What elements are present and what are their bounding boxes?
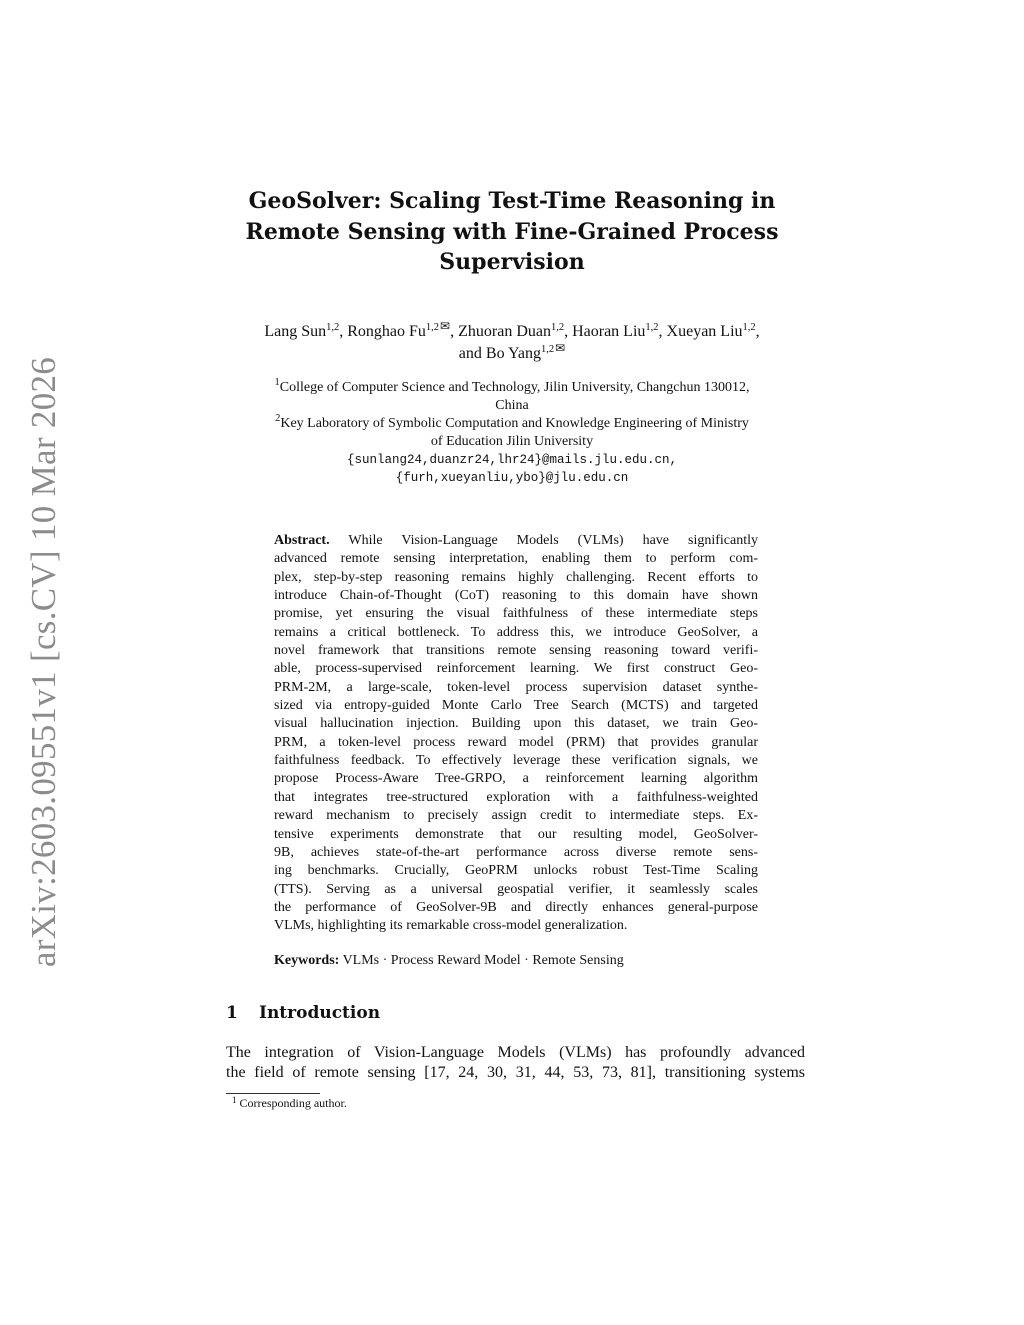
abstract-line: faithfulness feedback. To effectively leverage these verification signals, we	[274, 753, 758, 769]
author-conjunction: and	[458, 345, 482, 362]
section-title: Introduction	[259, 1003, 381, 1023]
abstract-label: Abstract.	[274, 533, 330, 548]
footnote-rule	[226, 1093, 320, 1094]
author-affil-sup: 1,2	[326, 322, 340, 333]
abstract-line: 9B, achieves state-of-the-art performance across diverse remote sens-	[274, 844, 758, 860]
abstract-line: promise, yet ensuring the visual faithfulness of these intermediate steps	[274, 606, 758, 622]
author-name: Haoran Liu	[572, 323, 646, 340]
keywords	[274, 953, 624, 969]
body-line: the field of remote sensing [17, 24, 30, 31, 44, 53, 73, 81], transitioning systems	[226, 1064, 805, 1081]
author-name: Xueyan Liu	[666, 323, 743, 340]
abstract-line: (TTS). Serving as a universal geospatial verifier, it seamlessly scales	[274, 881, 758, 897]
affiliation-number: 1	[274, 377, 280, 388]
affiliations	[0, 379, 1024, 487]
author-name: Lang Sun	[264, 323, 327, 340]
email-line: {sunlang24,duanzr24,lhr24}@mails.jlu.edu.cn,	[346, 453, 678, 467]
arxiv-identifier-stamp: arXiv:2603.09551v1 [cs.CV] 10 Mar 2026	[24, 356, 63, 968]
section-heading	[226, 1003, 380, 1023]
author-affil-sup: 1,2	[425, 322, 440, 333]
author-name: Zhuoran Duan	[458, 323, 551, 340]
footnote-text: Corresponding author.	[236, 1096, 347, 1110]
abstract-line: reward mechanism to precisely assign credit to intermediate steps. Ex-	[274, 808, 758, 824]
footnote-mark: 1	[232, 1095, 237, 1105]
title-line: GeoSolver: Scaling Test-Time Reasoning in	[248, 188, 776, 214]
abstract-line: novel framework that transitions remote sensing reasoning toward verifi-	[274, 643, 758, 659]
author-name: Ronghao Fu	[347, 323, 426, 340]
paper-title	[0, 186, 1024, 278]
abstract-line: advanced remote sensing interpretation, enabling them to perform com-	[274, 551, 758, 567]
email-line: {furh,xueyanliu,ybo}@jlu.edu.cn	[395, 471, 629, 485]
abstract-line: introduce Chain-of-Thought (CoT) reasoning to this domain have shown	[274, 588, 758, 604]
abstract-line: PRM-2M, a large-scale, token-level process supervision dataset synthe-	[274, 679, 758, 695]
author-affil-sup: 1,2	[742, 322, 756, 333]
abstract-text: While Vision-Language Models (VLMs) have significantly	[329, 533, 758, 548]
abstract-line: ing benchmarks. Crucially, GeoPRM unlocks robust Test-Time Scaling	[274, 863, 758, 879]
footnote	[232, 1096, 347, 1111]
keywords-label: Keywords:	[274, 953, 340, 968]
abstract-line: PRM, a token-level process reward model (PRM) that provides granular	[274, 734, 758, 750]
abstract-line: the performance of GeoSolver-9B and directly enhances general-purpose	[274, 899, 758, 915]
author-line-1: Lang Sun$^{1,2}$, Ronghao Fu$^{1,2}$✉, Zhuoran Duan$^{1,2}$, Haoran Liu$^{1,2}$, Xueyan Liu$^{1,2}$,	[264, 319, 760, 340]
author-line-2: and Bo Yang$^{1,2}$✉	[458, 341, 566, 362]
author-affil-sup: 1,2	[645, 322, 659, 333]
abstract-line: VLMs, highlighting its remarkable cross-model generalization.	[274, 918, 628, 934]
abstract-line: that integrates tree-structured exploration with a faithfulness-weighted	[274, 789, 758, 805]
abstract-line: sized via entropy-guided Monte Carlo Tree Search (MCTS) and targeted	[274, 698, 758, 714]
affiliation-2-line: of Education Jilin University	[430, 434, 594, 449]
abstract-line: visual hallucination injection. Building upon this dataset, we train Geo-	[274, 716, 758, 732]
title-line: Remote Sensing with Fine-Grained Process	[245, 218, 779, 245]
keywords-text: VLMs · Process Reward Model · Remote Sensing	[339, 953, 624, 968]
affiliation-2-line	[0, 415, 1024, 433]
abstract	[274, 532, 758, 936]
affiliation-text: Key Laboratory of Symbolic Computation and Knowledge Engineering of Ministry	[280, 416, 749, 431]
author-affil-sup: 1,2	[550, 322, 565, 333]
abstract-line: propose Process-Aware Tree-GRPO, a reinforcement learning algorithm	[274, 771, 758, 787]
affiliation-1-line: China	[495, 398, 529, 413]
body-line: The integration of Vision-Language Models (VLMs) has profoundly advanced	[226, 1044, 805, 1061]
affiliation-text: College of Computer Science and Technology, Jilin University, Changchun 130012,	[279, 380, 750, 395]
abstract-line: tensive experiments demonstrate that our resulting model, GeoSolver-	[274, 826, 758, 842]
author-name: Bo Yang	[485, 345, 542, 362]
abstract-line	[274, 532, 758, 550]
author-affil-sup: 1,2	[541, 344, 555, 355]
author-list	[0, 321, 1024, 365]
introduction-paragraph	[226, 1043, 805, 1083]
section-number: 1	[226, 1003, 238, 1023]
title-line: Supervision	[439, 249, 585, 275]
affiliation-1-line	[0, 379, 1024, 397]
affiliation-number: 2	[275, 413, 281, 424]
abstract-line: remains a critical bottleneck. To address this, we introduce GeoSolver, a	[274, 624, 758, 640]
abstract-line: able, process-supervised reinforcement learning. We first construct Geo-	[274, 661, 758, 677]
abstract-line: plex, step-by-step reasoning remains highly challenging. Recent efforts to	[274, 569, 758, 585]
